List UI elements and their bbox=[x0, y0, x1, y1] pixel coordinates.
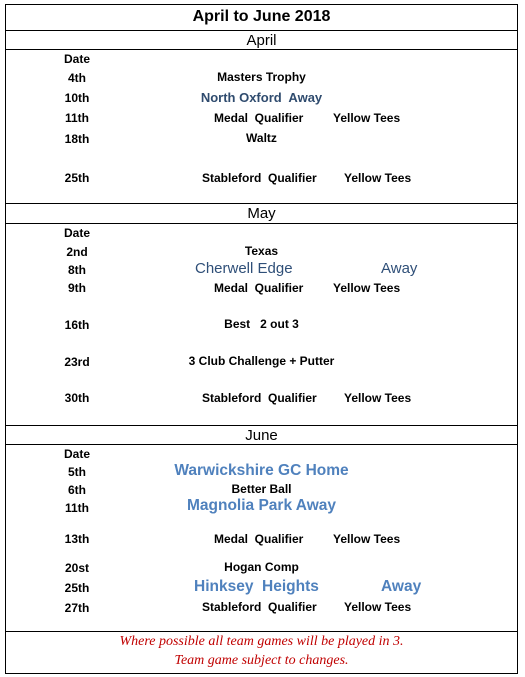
divider bbox=[6, 30, 517, 31]
may-date-6: 30th bbox=[64, 391, 90, 405]
june-event-7: Stableford Qualifier bbox=[202, 600, 317, 614]
june-date-5: 20st bbox=[64, 561, 90, 575]
divider bbox=[6, 425, 517, 426]
june-away-6: Away bbox=[381, 578, 422, 595]
may-date-1: 2nd bbox=[66, 245, 88, 259]
april-tees-3: Yellow Tees bbox=[333, 111, 401, 125]
may-date-4: 16th bbox=[64, 318, 90, 332]
may-event-1: Texas bbox=[244, 244, 279, 258]
april-event-2: North Oxford Away bbox=[200, 90, 323, 105]
date-header: Date bbox=[63, 226, 90, 240]
june-event-2: Better Ball bbox=[231, 482, 292, 496]
june-tees-4: Yellow Tees bbox=[333, 532, 401, 546]
schedule-title: April to June 2018 bbox=[192, 8, 331, 25]
month-header-may: May bbox=[247, 205, 276, 222]
may-tees-6: Yellow Tees bbox=[344, 391, 412, 405]
footer-note-line-1: Where possible all team games will be played in 3. bbox=[119, 634, 404, 649]
schedule-table bbox=[5, 4, 518, 674]
divider bbox=[6, 444, 517, 445]
june-date-3: 11th bbox=[64, 501, 89, 515]
april-date-4: 18th bbox=[64, 132, 90, 146]
may-event-3: Medal Qualifier bbox=[214, 281, 304, 295]
june-event-5: Hogan Comp bbox=[224, 560, 299, 574]
june-date-7: 27th bbox=[64, 601, 90, 615]
june-date-1: 5th bbox=[68, 465, 86, 479]
divider bbox=[6, 203, 517, 204]
april-date-5: 25th bbox=[64, 171, 90, 185]
may-event-5: 3 Club Challenge + Putter bbox=[188, 354, 335, 368]
april-tees-5: Yellow Tees bbox=[344, 171, 412, 185]
june-event-1: Warwickshire GC Home bbox=[174, 462, 349, 479]
june-date-2: 6th bbox=[68, 483, 86, 497]
divider bbox=[6, 49, 517, 50]
june-date-4: 13th bbox=[64, 532, 90, 546]
date-header: Date bbox=[63, 447, 90, 461]
may-event-2: Cherwell Edge bbox=[195, 260, 293, 277]
month-header-april: April bbox=[246, 32, 277, 49]
june-tees-7: Yellow Tees bbox=[344, 600, 412, 614]
april-date-2: 10th bbox=[64, 91, 90, 105]
may-event-6: Stableford Qualifier bbox=[202, 391, 317, 405]
footer-note-line-2: Team game subject to changes. bbox=[174, 653, 349, 668]
june-event-3: Magnolia Park Away bbox=[186, 497, 337, 514]
month-header-june: June bbox=[245, 427, 278, 444]
may-away-2: Away bbox=[381, 260, 418, 277]
may-tees-3: Yellow Tees bbox=[333, 281, 401, 295]
may-date-2: 8th bbox=[68, 263, 86, 277]
april-event-3: Medal Qualifier bbox=[214, 111, 304, 125]
june-event-6: Hinksey Heights bbox=[194, 578, 319, 595]
april-date-1: 4th bbox=[68, 71, 86, 85]
april-event-1: Masters Trophy bbox=[217, 70, 306, 84]
may-date-3: 9th bbox=[68, 281, 86, 295]
april-date-3: 11th bbox=[64, 111, 89, 125]
divider bbox=[6, 631, 517, 632]
june-event-4: Medal Qualifier bbox=[214, 532, 304, 546]
divider bbox=[6, 223, 517, 224]
date-header: Date bbox=[63, 52, 90, 66]
may-event-4: Best 2 out 3 bbox=[224, 317, 299, 331]
april-event-5: Stableford Qualifier bbox=[202, 171, 317, 185]
june-date-6: 25th bbox=[64, 581, 90, 595]
may-date-5: 23rd bbox=[64, 355, 90, 369]
april-event-4: Waltz bbox=[246, 131, 277, 145]
